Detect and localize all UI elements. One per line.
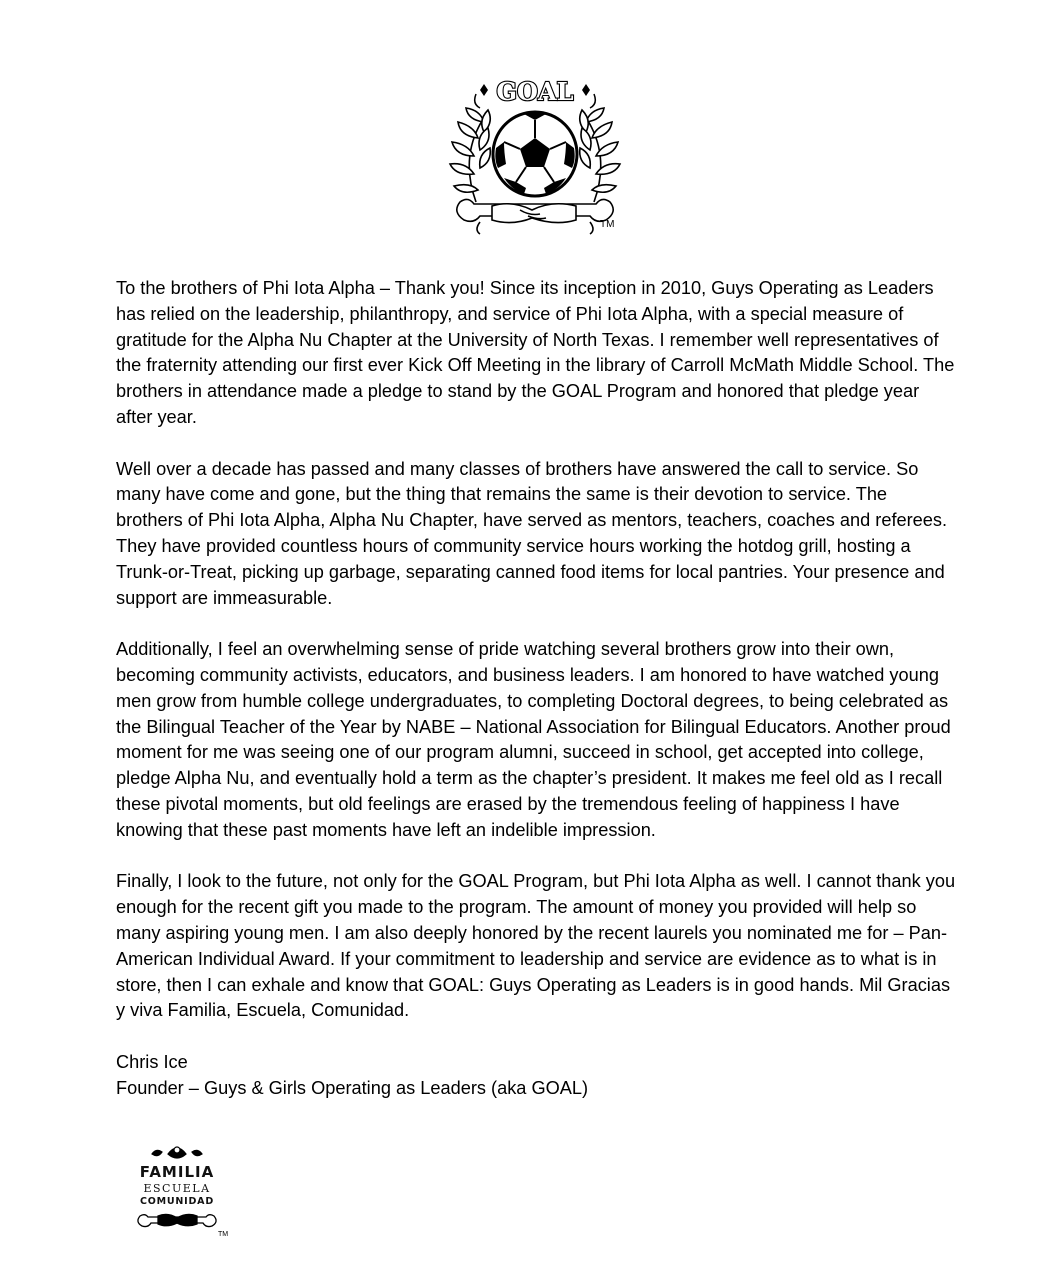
goal-logo-banner [475, 77, 596, 108]
escuela-text: ESCUELA [143, 1182, 211, 1195]
goal-logo-title: GOAL [496, 77, 574, 106]
paragraph-pride: Additionally, I feel an overwhelming sense of pride watching several brothers grow into their own, becoming community activists, educators, and business leaders. I am honored to have watched young men grow from humble college undergraduates, to completing Doctoral degrees, to being celebrated as the Bilingual Teacher of the Year by NABE – National Association for Bilingual Educators. Another proud moment for me was seeing one of our program alumni, succeed in school, get accepted into college, pledge Alpha Nu, and eventually hold a term as the chapter’s president. It makes me feel old as I recall these pivotal moments, but old feelings are erased by the tremendous feeling of happiness I have knowing that these past moments have left an indelible impression. [116, 639, 951, 840]
letter-body [116, 276, 956, 1102]
laurel-left [450, 108, 490, 202]
paragraph-thanks: To the brothers of Phi Iota Alpha – Thank you! Since its inception in 2010, Guys Operating as Leaders has relied on the leadership, philanthropy, and service of Phi Iota Alpha, with a special measure of gratitude for the Alpha Nu Chapter at the University of North Texas. I remember well representatives of the fraternity attending our first ever Kick Off Meeting in the library of Carroll McMath Middle School. The brothers in attendance made a pledge to stand by the GOAL Program and honored that pledge year after year. [116, 278, 955, 427]
soccer-ball-icon [493, 111, 577, 196]
comunidad-text: COMUNIDAD [139, 1196, 215, 1207]
familia-text: FAMILIA [139, 1163, 215, 1181]
signature-name: Chris Ice [116, 1051, 188, 1072]
signature-title: Founder – Guys & Girls Operating as Leaders (aka GOAL) [116, 1077, 589, 1098]
paragraph-future: Finally, I look to the future, not only for the GOAL Program, but Phi Iota Alpha as well. I cannot thank you enough for the recent gift you made to the program. The amount of money you provided will help so many aspiring young men. I am also deeply honored by the recent laurels you nominated me for – Pan-American Individual Award. If your commitment to leadership and service are evidence as to what is in store, then I can exhale and know that GOAL: Guys Operating as Leaders is in good hands. Mil Gracias y viva Familia, Escuela, Comunidad. [116, 871, 956, 1021]
handshake-small-icon [138, 1214, 216, 1226]
laurel-right [580, 108, 620, 202]
paragraph-service: Well over a decade has passed and many classes of brothers have answered the call to service. So many have come and gone, but the thing that remains the same is their devotion to service. The brothers of Phi Iota Alpha, Alpha Nu Chapter, have served as mentors, teachers, coaches and referees. They have provided countless hours of community service hours working the hotdog grill, hosting a Trunk-or-Treat, picking up garbage, separating canned food items for local pantries. Your presence and support are immeasurable. [116, 458, 948, 608]
handshake-icon [457, 199, 613, 234]
signature-block [116, 1050, 956, 1102]
fec-trademark: TM [218, 1231, 229, 1238]
goal-logo [440, 72, 630, 237]
rose-icon [152, 1147, 202, 1158]
goal-trademark: TM [600, 219, 615, 230]
